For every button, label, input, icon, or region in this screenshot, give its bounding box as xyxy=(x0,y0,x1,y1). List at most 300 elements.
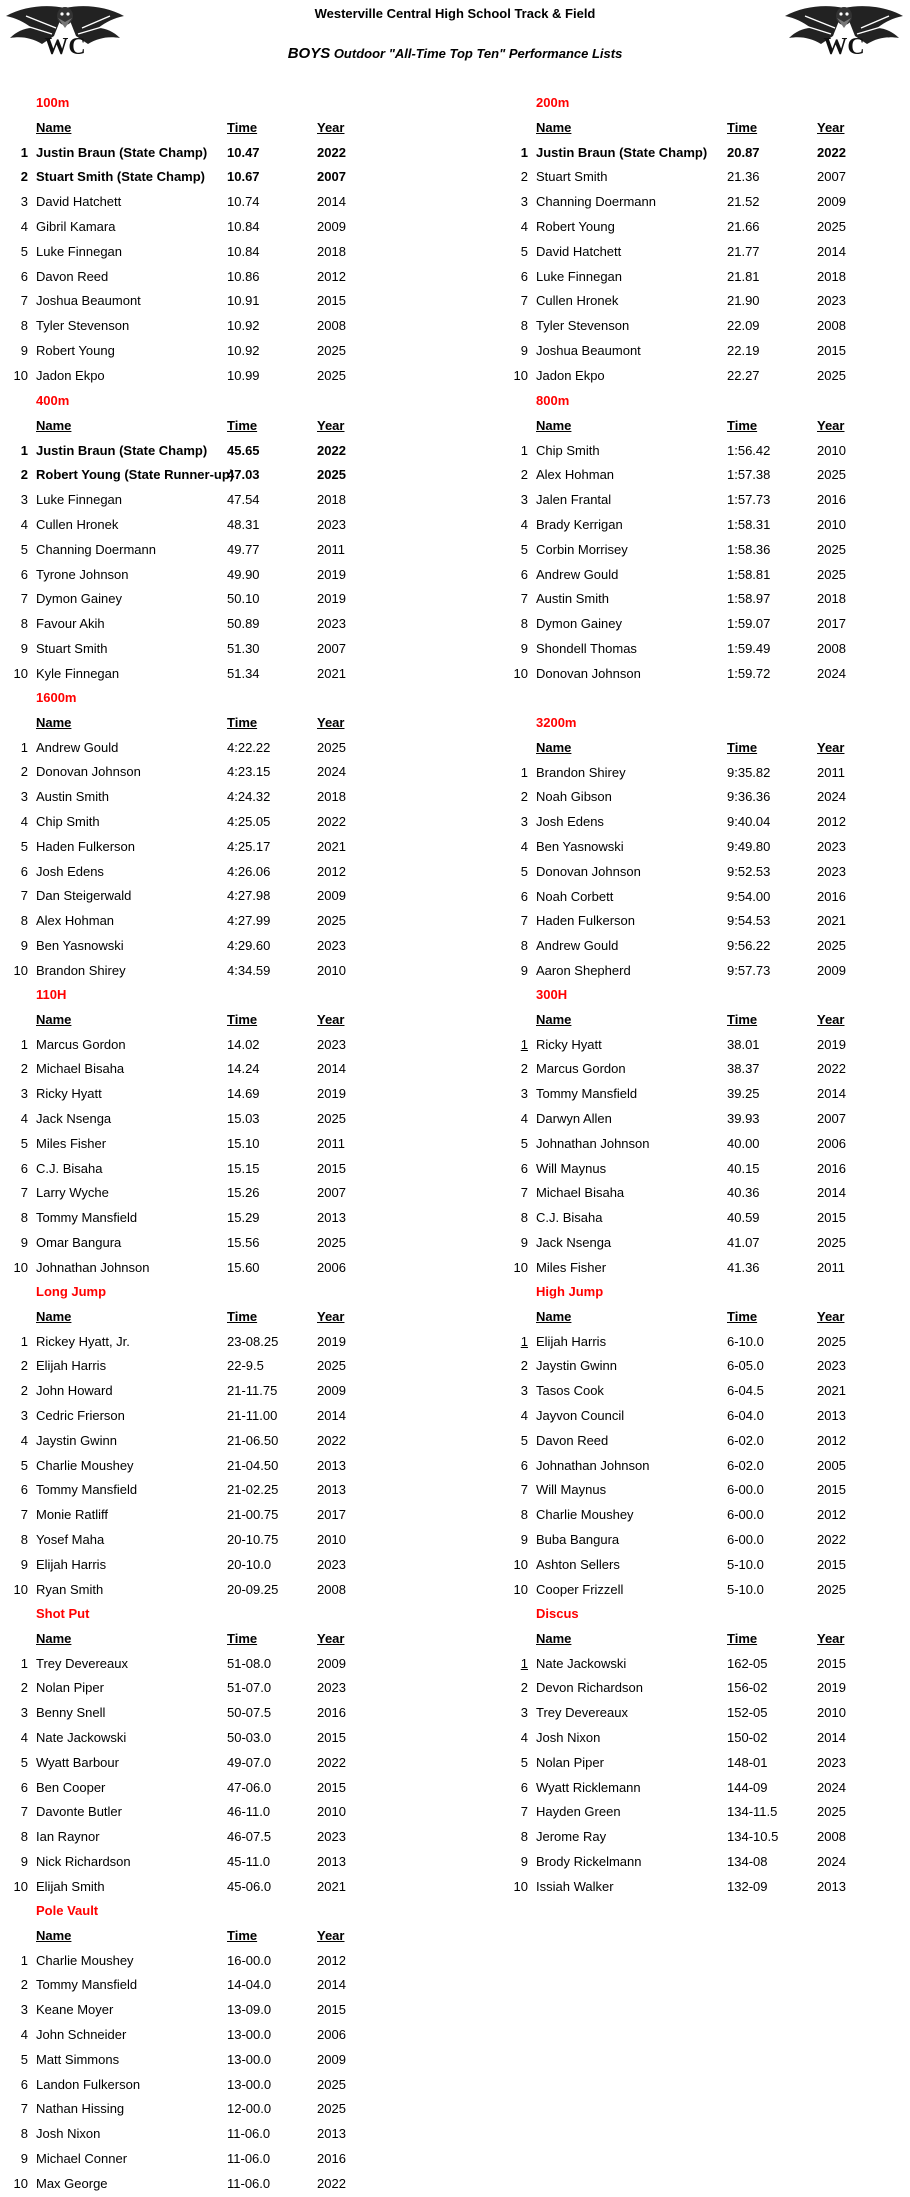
column-header-name: Name xyxy=(36,1927,72,1943)
table-row xyxy=(502,1875,910,1900)
mark-cell: 152-05 xyxy=(727,1705,768,1721)
rank-cell: 9 xyxy=(20,2150,28,2166)
column-header-row xyxy=(2,1305,412,1330)
mark-cell: 15.03 xyxy=(227,1110,260,1126)
year-cell: 2025 xyxy=(317,342,346,358)
rank-cell: 3 xyxy=(20,1705,28,1721)
year-cell: 2024 xyxy=(317,764,346,780)
table-row xyxy=(502,1429,910,1454)
athlete-name-cell: Justin Braun (State Champ) xyxy=(536,144,708,160)
table-row xyxy=(2,364,412,389)
event-title: Long Jump xyxy=(36,1284,107,1299)
year-cell: 2014 xyxy=(817,1185,846,1201)
athlete-name-cell: Nick Richardson xyxy=(36,1853,131,1869)
year-cell: 2025 xyxy=(317,467,346,483)
mark-cell: 132-09 xyxy=(727,1878,768,1894)
rank-cell: 9 xyxy=(20,640,28,656)
athlete-name-cell: Josh Edens xyxy=(36,863,104,879)
athlete-name-cell: Joshua Beaumont xyxy=(536,342,641,358)
athlete-name-cell: Donovan Johnson xyxy=(36,764,141,780)
rank-cell: 9 xyxy=(20,1556,28,1572)
year-cell: 2014 xyxy=(817,1086,846,1102)
rank-cell: 8 xyxy=(520,1829,528,1845)
column-header-name: Name xyxy=(36,417,72,433)
athlete-name-cell: Channing Doermann xyxy=(36,541,156,557)
year-cell: 2015 xyxy=(317,1779,346,1795)
year-cell: 2008 xyxy=(317,1581,346,1597)
athlete-name-cell: Ian Raynor xyxy=(36,1829,100,1845)
subtitle-boys: BOYS xyxy=(287,45,331,62)
table-row xyxy=(502,1776,910,1801)
athlete-name-cell: Davon Reed xyxy=(36,268,109,284)
table-row xyxy=(2,1057,412,1082)
athlete-name-cell: David Hatchett xyxy=(536,243,622,259)
mark-cell: 49.77 xyxy=(227,541,260,557)
mark-cell: 5-10.0 xyxy=(727,1556,764,1572)
athlete-name-cell: Wyatt Barbour xyxy=(36,1754,119,1770)
table-row xyxy=(502,1578,910,1603)
year-cell: 2007 xyxy=(317,169,346,185)
rank-cell: 7 xyxy=(520,1482,528,1498)
year-cell: 2010 xyxy=(817,1705,846,1721)
event-800m xyxy=(502,389,910,687)
athlete-name-cell: Brody Rickelmann xyxy=(536,1853,642,1869)
year-cell: 2025 xyxy=(317,1110,346,1126)
mark-cell: 10.84 xyxy=(227,218,260,234)
year-cell: 2011 xyxy=(317,541,345,557)
column-header-year: Year xyxy=(817,1011,845,1027)
year-cell: 2018 xyxy=(817,268,846,284)
athlete-name-cell: Stuart Smith (State Champ) xyxy=(36,169,206,185)
rank-cell: 4 xyxy=(520,1407,528,1423)
table-row xyxy=(502,265,910,290)
mark-cell: 144-09 xyxy=(727,1779,768,1795)
athlete-name-cell: Charlie Moushey xyxy=(36,1457,134,1473)
table-row xyxy=(502,934,910,959)
mark-cell: 47-06.0 xyxy=(227,1779,272,1795)
athlete-name-cell: Ben Yasnowski xyxy=(36,937,124,953)
event-title: 3200m xyxy=(536,715,577,730)
table-row xyxy=(2,1676,412,1701)
table-row xyxy=(502,1256,910,1281)
year-cell: 2025 xyxy=(817,541,846,557)
rank-cell: 3 xyxy=(520,1086,528,1102)
year-cell: 2025 xyxy=(817,1804,846,1820)
rank-cell: 7 xyxy=(520,591,528,607)
rank-cell: 6 xyxy=(20,2076,28,2092)
mark-cell: 50.89 xyxy=(227,616,260,632)
athlete-name-cell: Trey Devereaux xyxy=(36,1655,128,1671)
rank-cell: 2 xyxy=(20,467,28,483)
table-row xyxy=(502,1503,910,1528)
athlete-name-cell: Austin Smith xyxy=(36,789,109,805)
athlete-name-cell: Brandon Shirey xyxy=(536,764,626,780)
rank-cell: 3 xyxy=(20,492,28,508)
table-row xyxy=(502,860,910,885)
column-header-year: Year xyxy=(817,119,845,135)
table-row xyxy=(2,1429,412,1454)
table-row xyxy=(2,1726,412,1751)
year-cell: 2021 xyxy=(817,913,846,929)
athlete-name-cell: Favour Akih xyxy=(36,616,105,632)
mark-cell: 49.90 xyxy=(227,566,260,582)
athlete-name-cell: Gibril Kamara xyxy=(36,218,116,234)
event-title: 300H xyxy=(536,987,568,1002)
table-row xyxy=(2,488,412,513)
year-cell: 2008 xyxy=(317,318,346,334)
year-cell: 2025 xyxy=(317,1234,346,1250)
athlete-name-cell: Devon Richardson xyxy=(536,1680,643,1696)
rank-cell: 2 xyxy=(520,1680,528,1696)
mark-cell: 21-00.75 xyxy=(227,1507,279,1523)
year-cell: 2023 xyxy=(817,293,846,309)
year-cell: 2022 xyxy=(817,1531,846,1547)
table-row xyxy=(2,909,412,934)
year-cell: 2015 xyxy=(317,1160,346,1176)
athlete-name-cell: Keane Moyer xyxy=(36,2002,114,2018)
rank-cell: 3 xyxy=(520,814,528,830)
event-300h xyxy=(502,983,910,1281)
event-400m xyxy=(2,389,412,687)
mark-cell: 15.15 xyxy=(227,1160,260,1176)
athlete-name-cell: Josh Edens xyxy=(536,814,604,830)
athlete-name-cell: Landon Fulkerson xyxy=(36,2076,141,2092)
mark-cell: 6-00.0 xyxy=(727,1482,764,1498)
year-cell: 2013 xyxy=(317,1457,346,1473)
mark-cell: 4:27.99 xyxy=(227,913,271,929)
athlete-name-cell: Rickey Hyatt, Jr. xyxy=(36,1333,130,1349)
mark-cell: 14-04.0 xyxy=(227,1977,272,1993)
column-header-row xyxy=(2,116,412,141)
table-row xyxy=(2,439,412,464)
table-row xyxy=(502,289,910,314)
mark-cell: 13-00.0 xyxy=(227,2051,272,2067)
rank-cell: 4 xyxy=(20,516,28,532)
table-row xyxy=(2,1875,412,1900)
athlete-name-cell: Miles Fisher xyxy=(536,1259,607,1275)
rank-cell: 7 xyxy=(520,913,528,929)
event-110h xyxy=(2,983,412,1281)
mark-cell: 41.07 xyxy=(727,1234,760,1250)
rank-cell: 2 xyxy=(20,1680,28,1696)
athlete-name-cell: Tommy Mansfield xyxy=(36,1977,138,1993)
year-cell: 2023 xyxy=(317,516,346,532)
mark-cell: 14.69 xyxy=(227,1086,260,1102)
athlete-name-cell: Jaystin Gwinn xyxy=(536,1358,617,1374)
table-row xyxy=(502,637,910,662)
table-row xyxy=(2,1553,412,1578)
table-row xyxy=(2,1949,412,1974)
table-row xyxy=(2,736,412,761)
year-cell: 2007 xyxy=(817,169,846,185)
column-header-name: Name xyxy=(536,417,572,433)
year-cell: 2023 xyxy=(317,616,346,632)
table-row xyxy=(502,1082,910,1107)
rank-cell: 4 xyxy=(520,516,528,532)
athlete-name-cell: Corbin Morrisey xyxy=(536,541,628,557)
mark-cell: 51.30 xyxy=(227,640,260,656)
rank-cell: 8 xyxy=(20,2126,28,2142)
year-cell: 2006 xyxy=(317,1259,346,1275)
athlete-name-cell: Nolan Piper xyxy=(36,1680,104,1696)
year-cell: 2023 xyxy=(817,838,846,854)
rank-cell: 10 xyxy=(513,665,528,681)
column-header-time: Time xyxy=(727,417,758,433)
athlete-name-cell: Tyler Stevenson xyxy=(536,318,630,334)
table-row xyxy=(502,587,910,612)
year-cell: 2023 xyxy=(817,1754,846,1770)
table-row xyxy=(2,934,412,959)
mark-cell: 9:40.04 xyxy=(727,814,771,830)
athlete-name-cell: Tyler Stevenson xyxy=(36,318,130,334)
rank-cell: 1 xyxy=(20,1036,28,1052)
rank-cell: 10 xyxy=(13,1878,28,1894)
athlete-name-cell: Noah Gibson xyxy=(536,789,612,805)
table-row xyxy=(502,785,910,810)
athlete-name-cell: Kyle Finnegan xyxy=(36,665,120,681)
rank-cell: 10 xyxy=(13,665,28,681)
table-row xyxy=(2,1107,412,1132)
table-row xyxy=(502,1206,910,1231)
event-shot-put xyxy=(2,1602,412,1900)
mark-cell: 4:23.15 xyxy=(227,764,271,780)
table-row xyxy=(502,1478,910,1503)
mark-cell: 4:34.59 xyxy=(227,962,271,978)
column-header-year: Year xyxy=(317,1630,345,1646)
table-row xyxy=(502,165,910,190)
athlete-name-cell: Tommy Mansfield xyxy=(36,1482,138,1498)
mark-cell: 1:59.07 xyxy=(727,616,771,632)
rank-cell: 9 xyxy=(20,1853,28,1869)
rank-cell: 10 xyxy=(13,367,28,383)
athlete-name-cell: Chip Smith xyxy=(36,813,100,829)
athlete-name-cell: Trey Devereaux xyxy=(536,1705,628,1721)
column-header-name: Name xyxy=(536,1011,572,1027)
mark-cell: 22.09 xyxy=(727,318,760,334)
rank-cell: 5 xyxy=(520,863,528,879)
column-header-year: Year xyxy=(317,417,345,433)
mark-cell: 21-02.25 xyxy=(227,1482,279,1498)
athlete-name-cell: Marcus Gordon xyxy=(36,1036,126,1052)
table-row xyxy=(502,364,910,389)
table-row xyxy=(2,240,412,265)
mark-cell: 51-08.0 xyxy=(227,1655,272,1671)
table-row xyxy=(2,1379,412,1404)
mark-cell: 40.15 xyxy=(727,1160,760,1176)
year-cell: 2021 xyxy=(317,665,346,681)
athlete-name-cell: Stuart Smith xyxy=(36,640,108,656)
mark-cell: 46-11.0 xyxy=(227,1804,271,1820)
year-cell: 2021 xyxy=(317,1878,346,1894)
mark-cell: 4:25.05 xyxy=(227,813,271,829)
mark-cell: 40.00 xyxy=(727,1135,760,1151)
mark-cell: 6-02.0 xyxy=(727,1432,764,1448)
column-header-time: Time xyxy=(227,1011,258,1027)
year-cell: 2014 xyxy=(317,194,346,210)
rank-cell: 4 xyxy=(20,1432,28,1448)
athlete-name-cell: Brady Kerrigan xyxy=(536,516,623,532)
year-cell: 2012 xyxy=(317,268,346,284)
athlete-name-cell: Johnathan Johnson xyxy=(536,1457,650,1473)
year-cell: 2019 xyxy=(317,1086,346,1102)
mark-cell: 6-10.0 xyxy=(727,1333,764,1349)
table-row xyxy=(2,2147,412,2172)
rank-cell: 10 xyxy=(513,1259,528,1275)
mark-cell: 40.36 xyxy=(727,1185,760,1201)
event-title: Discus xyxy=(536,1606,579,1621)
rank-cell: 6 xyxy=(520,1457,528,1473)
mark-cell: 10.92 xyxy=(227,342,260,358)
event-pole-vault xyxy=(2,1899,412,2197)
athlete-name-cell: Will Maynus xyxy=(536,1482,607,1498)
event-long-jump xyxy=(2,1280,412,1602)
athlete-name-cell: Donovan Johnson xyxy=(536,665,641,681)
year-cell: 2013 xyxy=(317,2126,346,2142)
mark-cell: 1:58.31 xyxy=(727,516,771,532)
table-row xyxy=(2,1998,412,2023)
rank-cell: 10 xyxy=(513,1878,528,1894)
year-cell: 2009 xyxy=(317,2051,346,2067)
year-cell: 2025 xyxy=(317,1358,346,1374)
athlete-name-cell: Hayden Green xyxy=(536,1804,621,1820)
column-header-name: Name xyxy=(36,1308,72,1324)
mark-cell: 50-07.5 xyxy=(227,1705,272,1721)
mark-cell: 46-07.5 xyxy=(227,1829,272,1845)
column-header-row xyxy=(502,1008,910,1033)
table-row xyxy=(2,835,412,860)
table-row xyxy=(2,810,412,835)
rank-cell: 8 xyxy=(20,318,28,334)
year-cell: 2023 xyxy=(317,937,346,953)
rank-cell: 6 xyxy=(520,268,528,284)
athlete-name-cell: Jack Nsenga xyxy=(536,1234,612,1250)
event-3200m xyxy=(502,711,910,984)
year-cell: 2008 xyxy=(817,318,846,334)
rank-cell: 1 xyxy=(20,442,28,458)
table-row xyxy=(502,513,910,538)
column-header-time: Time xyxy=(227,1927,258,1943)
column-header-name: Name xyxy=(36,714,72,730)
year-cell: 2018 xyxy=(317,789,346,805)
table-row xyxy=(502,612,910,637)
athlete-name-cell: Luke Finnegan xyxy=(536,268,623,284)
mark-cell: 9:36.36 xyxy=(727,789,771,805)
table-row xyxy=(2,1132,412,1157)
mark-cell: 49-07.0 xyxy=(227,1754,272,1770)
mark-cell: 41.36 xyxy=(727,1259,760,1275)
athlete-name-cell: Charlie Moushey xyxy=(536,1507,634,1523)
rank-cell: 7 xyxy=(20,1804,28,1820)
rank-cell: 2 xyxy=(20,764,28,780)
mark-cell: 4:22.22 xyxy=(227,739,271,755)
column-header-time: Time xyxy=(727,119,758,135)
rank-cell: 5 xyxy=(20,1754,28,1770)
athlete-name-cell: Ricky Hyatt xyxy=(36,1086,102,1102)
table-row xyxy=(502,488,910,513)
table-row xyxy=(502,1330,910,1355)
event-title: 100m xyxy=(36,95,70,110)
table-row xyxy=(2,1354,412,1379)
rank-cell: 8 xyxy=(20,616,28,632)
mark-cell: 20-10.75 xyxy=(227,1531,279,1547)
athlete-name-cell: Robert Young xyxy=(536,218,615,234)
column-header-row xyxy=(2,711,412,736)
athlete-name-cell: Michael Conner xyxy=(36,2150,128,2166)
rank-cell: 9 xyxy=(520,962,528,978)
year-cell: 2015 xyxy=(817,1556,846,1572)
event-100m xyxy=(2,91,412,389)
rank-cell: 6 xyxy=(20,1160,28,1176)
table-row xyxy=(2,2023,412,2048)
mark-cell: 14.24 xyxy=(227,1061,260,1077)
column-header-year: Year xyxy=(817,1308,845,1324)
table-row xyxy=(502,885,910,910)
mark-cell: 47.03 xyxy=(227,467,260,483)
year-cell: 2022 xyxy=(317,144,346,160)
table-row xyxy=(502,141,910,166)
year-cell: 2025 xyxy=(817,367,846,383)
rank-cell: 10 xyxy=(13,1259,28,1275)
year-cell: 2006 xyxy=(817,1135,846,1151)
table-row xyxy=(2,1503,412,1528)
table-row xyxy=(502,1157,910,1182)
event-title: High Jump xyxy=(536,1284,604,1299)
rank-cell: 3 xyxy=(20,1086,28,1102)
rank-cell: 7 xyxy=(20,1507,28,1523)
athlete-name-cell: Max George xyxy=(36,2175,108,2191)
athlete-name-cell: Darwyn Allen xyxy=(536,1110,612,1126)
athlete-name-cell: Yosef Maha xyxy=(36,1531,105,1547)
mark-cell: 10.84 xyxy=(227,243,260,259)
athlete-name-cell: Nathan Hissing xyxy=(36,2101,125,2117)
table-row xyxy=(2,141,412,166)
rank-cell: 5 xyxy=(520,1135,528,1151)
table-row xyxy=(2,760,412,785)
table-row xyxy=(2,1256,412,1281)
column-header-name: Name xyxy=(536,1630,572,1646)
athlete-name-cell: Jerome Ray xyxy=(536,1829,607,1845)
mark-cell: 6-02.0 xyxy=(727,1457,764,1473)
athlete-name-cell: Aaron Shepherd xyxy=(536,962,631,978)
table-row xyxy=(2,662,412,687)
column-header-time: Time xyxy=(727,1630,758,1646)
athlete-name-cell: Marcus Gordon xyxy=(536,1061,626,1077)
table-row xyxy=(502,1553,910,1578)
column-header-row xyxy=(502,116,910,141)
rank-cell: 8 xyxy=(520,938,528,954)
rank-cell: 9 xyxy=(520,342,528,358)
athlete-name-cell: Haden Fulkerson xyxy=(536,913,635,929)
year-cell: 2024 xyxy=(817,1779,846,1795)
mark-cell: 9:54.00 xyxy=(727,888,771,904)
column-header-time: Time xyxy=(227,1308,258,1324)
mark-cell: 12-00.0 xyxy=(227,2101,272,2117)
rank-cell: 5 xyxy=(20,243,28,259)
mark-cell: 50.10 xyxy=(227,591,260,607)
table-row xyxy=(2,785,412,810)
mark-cell: 22.19 xyxy=(727,342,760,358)
event-title: 110H xyxy=(36,987,67,1002)
table-row xyxy=(502,339,910,364)
table-row xyxy=(502,1726,910,1751)
mark-cell: 21.52 xyxy=(727,194,760,210)
mark-cell: 1:57.73 xyxy=(727,492,771,508)
table-row xyxy=(2,215,412,240)
table-row xyxy=(502,190,910,215)
athlete-name-cell: Cedric Frierson xyxy=(36,1407,125,1423)
athlete-name-cell: Buba Bangura xyxy=(536,1531,620,1547)
year-cell: 2015 xyxy=(317,293,346,309)
